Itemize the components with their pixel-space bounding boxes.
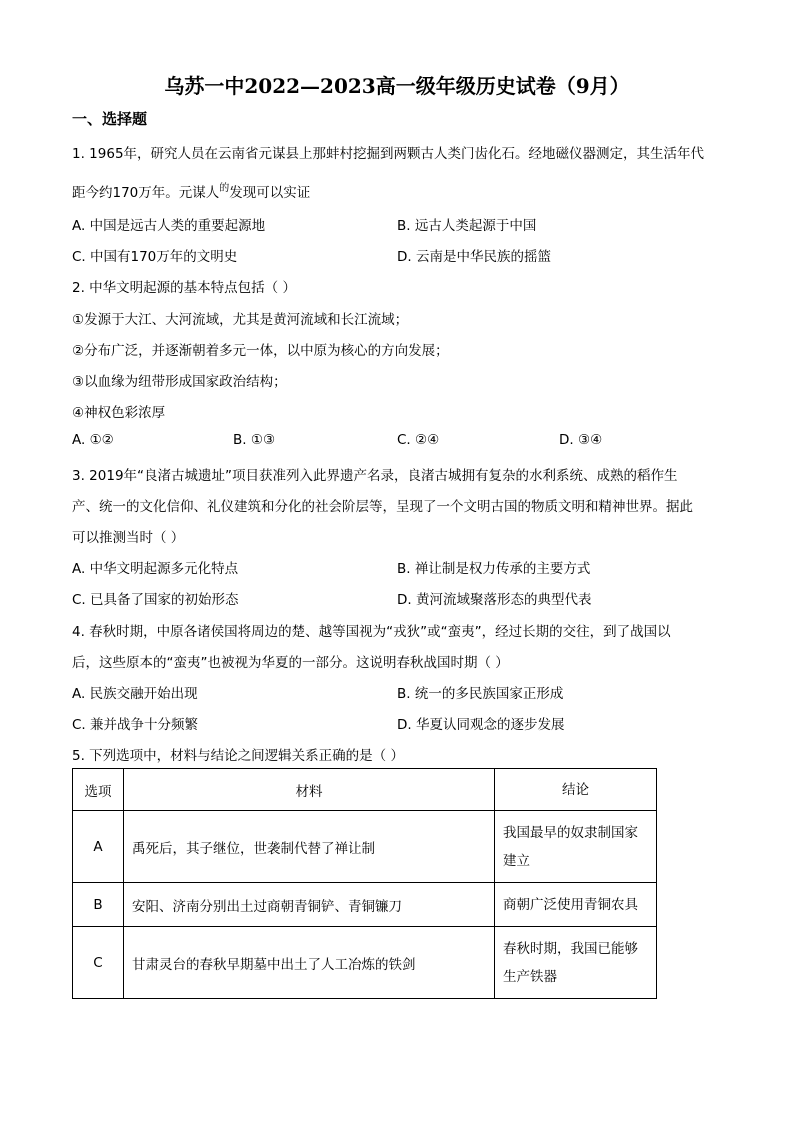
q4-option-c[interactable]: C. 兼并战争十分频繁 [72,717,199,733]
q1-stem-line2-b: 发现可以实证 [229,185,311,201]
q1-option-a[interactable]: A. 中国是远古人类的重要起源地 [72,218,266,234]
section-heading: 一、选择题 [72,110,148,128]
q2-statement-3: ③以血缘为纽带形成国家政治结构； [72,374,287,390]
q5-stem: 5. 下列选项中，材料与结论之间逻辑关系正确的是（ ） [72,748,404,764]
q5-header-conclusion: 结论 [495,769,657,811]
q2-option-c[interactable]: C. ②④ [397,432,440,448]
q2-statement-4: ④神权色彩浓厚 [72,405,166,421]
q5-row-b-option: B [73,883,124,927]
q2-statement-2: ②分布广泛，并逐渐朝着多元一体，以中原为核心的方向发展； [72,343,449,359]
q5-table [72,768,657,999]
q2-statement-1: ①发源于大江、大河流域，尤其是黄河流域和长江流域； [72,312,409,328]
q5-row-b-material: 安阳、济南分别出土过商朝青铜铲、青铜镰刀 [124,883,495,927]
q3-stem-line1: 3. 2019年“良渚古城遗址”项目获准列入此界遗产名录，良渚古城拥有复杂的水利系统、成熟的稻作生 [72,468,678,484]
q3-stem-line2: 产、统一的文化信仰、礼仪建筑和分化的社会阶层等，呈现了一个文明古国的物质文明和精神世界。据此 [72,499,693,515]
q4-stem-line2: 后，这些原本的“蛮夷”也被视为华夏的一部分。这说明春秋战国时期（ ） [72,655,509,671]
q1-stem-line1: 1. 1965年，研究人员在云南省元谋县上那蚌村挖掘到两颗古人类门齿化石。经地磁仪器测定，其生活年代 [72,146,705,162]
q5-row-a-material: 禹死后，其子继位，世袭制代替了禅让制 [124,811,495,883]
q1-stem-line2 [72,181,310,201]
q5-table-header [73,769,657,811]
q3-option-b[interactable]: B. 禅让制是权力传承的主要方式 [397,561,591,577]
q5-row-b-conclusion: 商朝广泛使用青铜农具 [495,883,657,927]
q5-row-a-conclusion: 我国最早的奴隶制国家建立 [495,811,657,883]
page-title: 乌苏一中2022—2023高一级年级历史试卷（9月） [164,74,630,98]
q5-row-c-material: 甘肃灵台的春秋早期墓中出土了人工冶炼的铁剑 [124,927,495,999]
table-row[interactable] [73,811,657,883]
q3-option-d[interactable]: D. 黄河流域聚落形态的典型代表 [397,592,592,608]
q1-option-d[interactable]: D. 云南是中华民族的摇篮 [397,249,551,265]
table-row[interactable] [73,927,657,999]
q2-option-a[interactable]: A. ①② [72,432,114,448]
q4-option-a[interactable]: A. 民族交融开始出现 [72,686,198,702]
q5-row-c-option: C [73,927,124,999]
q4-stem-line1: 4. 春秋时期，中原各诸侯国将周边的楚、越等国视为“戎狄”或“蛮夷”，经过长期的交往，到了战国以 [72,624,671,640]
q2-stem: 2. 中华文明起源的基本特点包括（ ） [72,280,296,296]
q1-stem-line2-a: 距今约170万年。元谋人 [72,185,220,201]
q4-option-d[interactable]: D. 华夏认同观念的逐步发展 [397,717,565,733]
q2-option-d[interactable]: D. ③④ [559,432,603,448]
q3-option-a[interactable]: A. 中华文明起源多元化特点 [72,561,239,577]
q5-header-option: 选项 [73,769,124,811]
q3-option-c[interactable]: C. 已具备了国家的初始形态 [72,592,239,608]
q3-stem-line3: 可以推测当时（ ） [72,530,185,546]
table-row[interactable] [73,883,657,927]
q1-option-b[interactable]: B. 远古人类起源于中国 [397,218,537,234]
q1-option-c[interactable]: C. 中国有170万年的文明史 [72,249,238,265]
q5-header-material: 材料 [124,769,495,811]
q5-row-a-option: A [73,811,124,883]
q2-option-b[interactable]: B. ①③ [233,432,276,448]
q1-stem-superscript: 的 [219,183,230,194]
q4-option-b[interactable]: B. 统一的多民族国家正形成 [397,686,564,702]
q5-row-c-conclusion: 春秋时期，我国已能够生产铁器 [495,927,657,999]
